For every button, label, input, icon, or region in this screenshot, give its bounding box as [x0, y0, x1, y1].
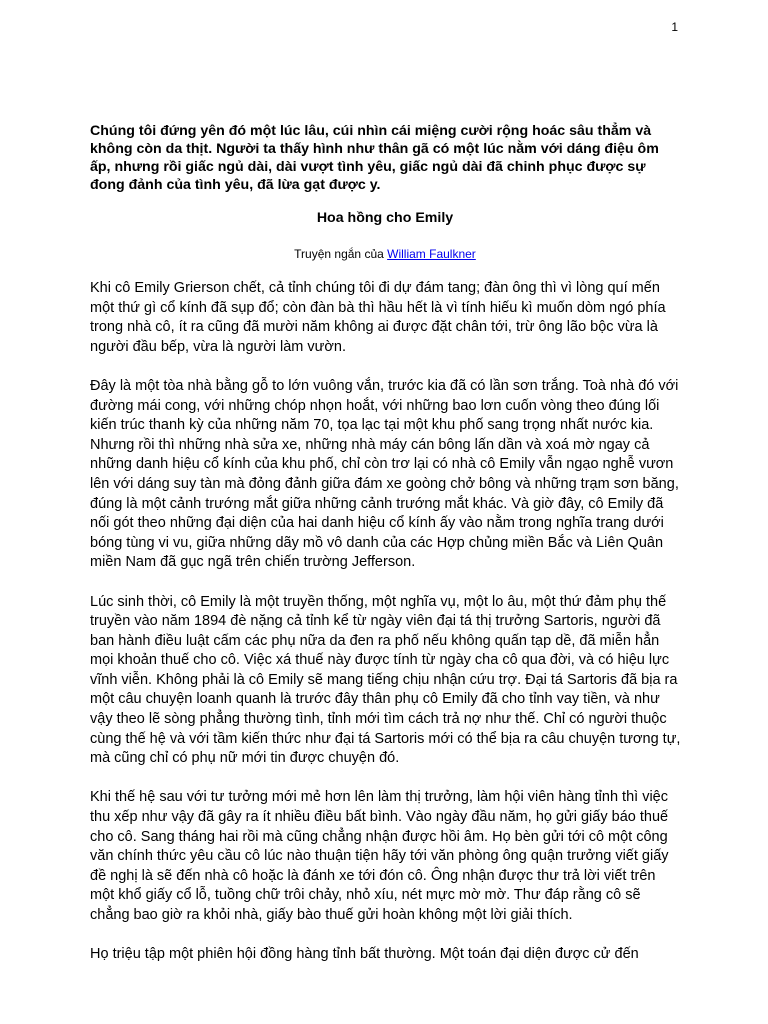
page-number: 1 [671, 20, 678, 34]
story-body [90, 279, 682, 984]
epigraph: Chúng tôi đứng yên đó một lúc lâu, cúi nhìn cái miệng cười rộng hoác sâu thẳm và không còn da thịt. Người ta thấy hình như thân gã có một lúc nằm với dáng điệu ôm ấp, nhưng rồi giấc ngủ dài, dài vượt tình yêu, giấc ngủ dài đã chinh phục được sự đong đảnh của tình yêu, đã lừa gạt được y. [90, 123, 659, 193]
author-link[interactable]: William Faulkner [387, 247, 476, 261]
paragraph-4: Khi thế hệ sau với tư tưởng mới mẻ hơn lên làm thị trưởng, làm hội viên hàng tỉnh thì việc thu xếp như vậy đã gây ra ít nhiều điều bất bình. Vào ngày đầu năm, họ gửi giấy báo thuế cho cô. Sang tháng hai rồi mà cũng chẳng nhận được hồi âm. Họ bèn gửi tới cô một công văn chính thức yêu cầu cô lúc nào thuận tiện hãy tới văn phòng ông quận trưởng viết giấy đề nghị là sẽ đến nhà cô hoặc là đánh xe tới đón cô. Ông nhận được thư trả lời viết trên một khổ giấy cổ lỗ, tuồng chữ trôi chảy, nhỏ xíu, nét mực mờ mờ. Thư đáp rằng cô sẽ chẳng bao giờ ra khỏi nhà, giấy bào thuế gửi hoàn không một lời giải thích. [90, 789, 669, 923]
paragraph-2: Đây là một tòa nhà bằng gỗ to lớn vuông vắn, trước kia đã có lần sơn trắng. Toà nhà đó với đường mái cong, với những chóp nhọn hoắt, với những bao lơn cuốn vòng theo đúng lối kiến trúc thanh kỳ của những năm 70, tọa lạc tại một khu phố sang trọng nhất nước kia. Nhưng rồi thì những nhà sửa xe, những nhà máy cán bông lấn dần và xoá mờ ngay cả những danh hiệu cổ kính của khu phố, chỉ còn trơ lại có nhà cô Emily vẫn ngạo nghễ vươn lên với dáng suy tàn mà đỏng đảnh giữa đám xe goòng chở bông và những trạm sơn băng, đúng là một cảnh trướng mắt giữa những cảnh trướng mắt khác. Và giờ đây, cô Emily đã nối gót theo những đại diện của hai danh hiệu cổ kính ấy vào nằm trong nghĩa trang dưới bóng tùng vi vu, giữa những dãy mồ vô danh của các Hợp chủng miền Bắc và Liên Quân miền Nam đã gục ngã trên chiến trường Jefferson. [90, 377, 679, 571]
byline-prefix: Truyện ngắn của [294, 247, 388, 261]
byline [90, 247, 680, 261]
paragraph-5: Họ triệu tập một phiên hội đồng hàng tỉnh bất thường. Một toán đại diện được cử đến [90, 946, 639, 963]
paragraph-3: Lúc sinh thời, cô Emily là một truyền thống, một nghĩa vụ, một lo âu, một thứ đảm phụ thế truyền vào năm 1894 đè nặng cả tỉnh kể từ ngày viên đại tá thị trưởng Sartoris, người đã ban hành điều luật cấm các phụ nữa da đen ra phố nếu không quấn tạp dề, đã miễn hẳn mọi khoản thuế cho cô. Việc xá thuế này được tính từ ngày cha cô qua đời, và có hiệu lực vĩnh viễn. Không phải là cô Emily sẽ mang tiếng chịu nhận cứu trợ. Đại tá Sartoris đã bịa ra một câu chuyện loanh quanh là trước đây thân phụ cô Emily đã cho tỉnh vay tiền, và như vậy theo lẽ sòng phẳng thường tình, tỉnh mới tìm cách trả nợ như thế. Chỉ có người thuộc cùng thế hệ và với tầm kiến thức như đại tá Sartoris mới có thể bịa ra câu chuyện tương tự, mà cũng chỉ có phụ nữ mới tin được chuyện đó. [90, 593, 681, 767]
paragraph-1: Khi cô Emily Grierson chết, cả tỉnh chúng tôi đi dự đám tang; đàn ông thì vì lòng quí mến một thứ gì cổ kính đã sụp đổ; còn đàn bà thì hầu hết là vì tính hiếu kì muốn dòm ngó phía trong nhà cô, ít ra cũng đã mười năm không ai được đặt chân tới, trừ ông lão bộc vừa là người đầu bếp, vừa là người làm vườn. [90, 280, 666, 355]
story-title: Hoa hồng cho Emily [316, 210, 454, 226]
